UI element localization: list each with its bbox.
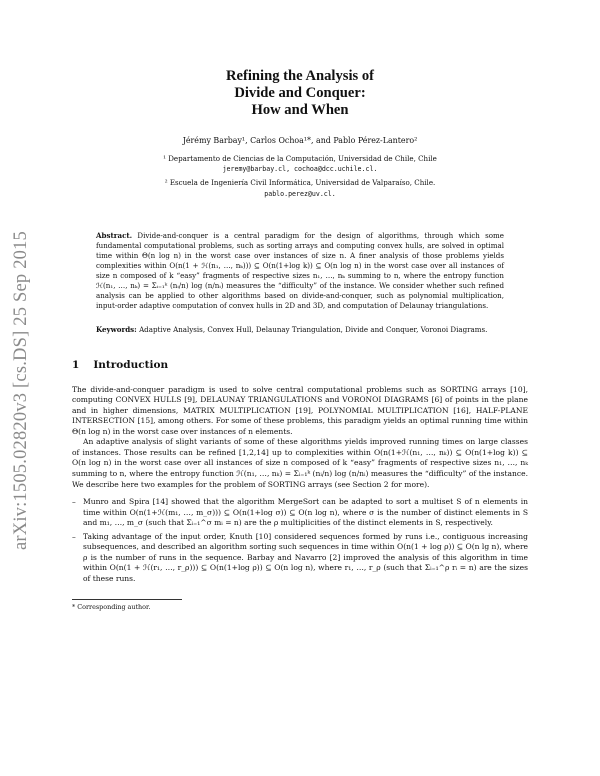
- keywords-label: Keywords:: [96, 324, 137, 334]
- title-line-3: How and When: [251, 102, 349, 118]
- footnote: * Corresponding author.: [72, 602, 151, 611]
- paper-content: [72, 68, 528, 611]
- section-heading: [72, 359, 528, 371]
- affiliation-2: ² Escuela de Ingeniería Civil Informática, Universidad de Valparaíso, Chile.: [164, 178, 436, 188]
- introduction-body: [72, 385, 528, 490]
- paper-title: [72, 68, 528, 119]
- list-item: – Taking advantage of the input order, Knuth [10] considered sequences formed by runs i.e., contiguous increasing subsequences, and described an algorithm sorting such sequences in time within O(n(1 + log ρ)) ⊆ O(n lg n), where ρ is the number of runs in the sequence. Barbay and Navarro [2] improved the analysis of this algorithm in time within O(n(1 + ℋ(r₁, …, r_ρ))) ⊆ O(n(1+log ρ)) ⊆ O(n log n), where r₁, …, r_ρ (such that Σᵢ₌₁^ρ rᵢ = n) are the sizes of these runs.: [72, 532, 528, 585]
- author-list: Jérémy Barbay¹, Carlos Ochoa¹*, and Pablo Pérez-Lantero²: [182, 136, 418, 145]
- title-line-2: Divide and Conquer:: [234, 85, 366, 101]
- affiliations: [72, 154, 528, 199]
- paragraph: The divide-and-conquer paradigm is used to solve central computational problems such as SORTING arrays [10], computing CONVEX HULLS [9], DELAUNAY TRIANGULATIONS and VORONOI DIAGRAMS [6] of points in the plane and in higher dimensions, MATRIX MULTIPLICATION [19], POLYNOMIAL MULTIPLICATION [16], HALF-PLANE INTERSECTION [15], among others. For some of these problems, this paradigm yields an optimal running time within Θ(n log n) in the worst case over instances of n elements.: [72, 384, 528, 436]
- keywords-text: Adaptive Analysis, Convex Hull, Delaunay Triangulation, Divide and Conquer, Voronoi Diagrams.: [139, 324, 488, 334]
- keywords: [96, 325, 504, 335]
- affiliation-2-email: pablo.perez@uv.cl.: [264, 189, 336, 198]
- arxiv-stamp-text: arXiv:1505.02820v3 [cs.DS] 25 Sep 2015: [10, 230, 31, 550]
- section-number: 1: [72, 358, 80, 371]
- abstract-label: Abstract.: [96, 230, 133, 240]
- abstract-text: Divide-and-conquer is a central paradigm for the design of algorithms, through which some fundamental computational problems, such as sorting arrays and computing convex hulls, are solved in optimal time within Θ(n log n) in the worst case over instances of size n. A finer analysis of those problems yields complexities within O(n(1 + ℋ(n₁, …, nₖ))) ⊆ O(n(1+log k)) ⊆ O(n log n) in the worst case over all instances of size n composed of k “easy” fragments of respective sizes n₁, …, nₖ summing to n, where the entropy function ℋ(n₁, …, nₖ) = Σᵢ₌₁ᵏ (nᵢ/n) log (n/nᵢ) measures the “difficulty” of the instance. We consider whether such refined analysis can be applied to other algorithms based on divide-and-conquer, such as polynomial multiplication, input-order adaptive computation of convex hulls in 2D and 3D, and computation of Delaunay triangulations.: [96, 230, 504, 311]
- section-title: Introduction: [93, 358, 169, 371]
- arxiv-identifier-stamp: [2, 170, 40, 610]
- affiliation-1-emails: jeremy@barbay.cl, cochoa@dcc.uchile.cl.: [222, 165, 378, 174]
- footnote-divider: [72, 599, 182, 600]
- title-line-1: Refining the Analysis of: [226, 68, 374, 84]
- bullet-list: [72, 497, 528, 584]
- list-item: – Munro and Spira [14] showed that the algorithm MergeSort can be adapted to sort a multiset S of n elements in time within O(n(1+ℋ(m₁, …, m_σ))) ⊆ O(n(1+log σ)) ⊆ O(n log n), where σ is the number of distinct elements in S and m₁, …, m_σ (such that Σᵢ₌₁^σ mᵢ = n) are the ρ multiplicities of the distinct elements in S, respectively.: [72, 497, 528, 529]
- abstract: [96, 231, 504, 312]
- affiliation-1: ¹ Departamento de Ciencias de la Computación, Universidad de Chile, Chile: [163, 154, 437, 163]
- paragraph: An adaptive analysis of slight variants of some of these algorithms yields improved running times on large classes of instances. Those results can be refined [1,2,14] up to complexities within O(n(1+ℋ(n₁, …, nₖ)) ⊆ O(n(1+log k)) ⊆ O(n log n) in the worst case over all instances of size n composed of k “easy” fragments of respective sizes n₁, …, nₖ summing to n, where the entropy function ℋ(n₁, …, nₖ) = Σᵢ₌₁ᵏ (nᵢ/n) log (n/nᵢ) measures the “difficulty” of the instance. We describe here two examples for the problem of SORTING arrays (see Section 2 for more).: [72, 437, 528, 489]
